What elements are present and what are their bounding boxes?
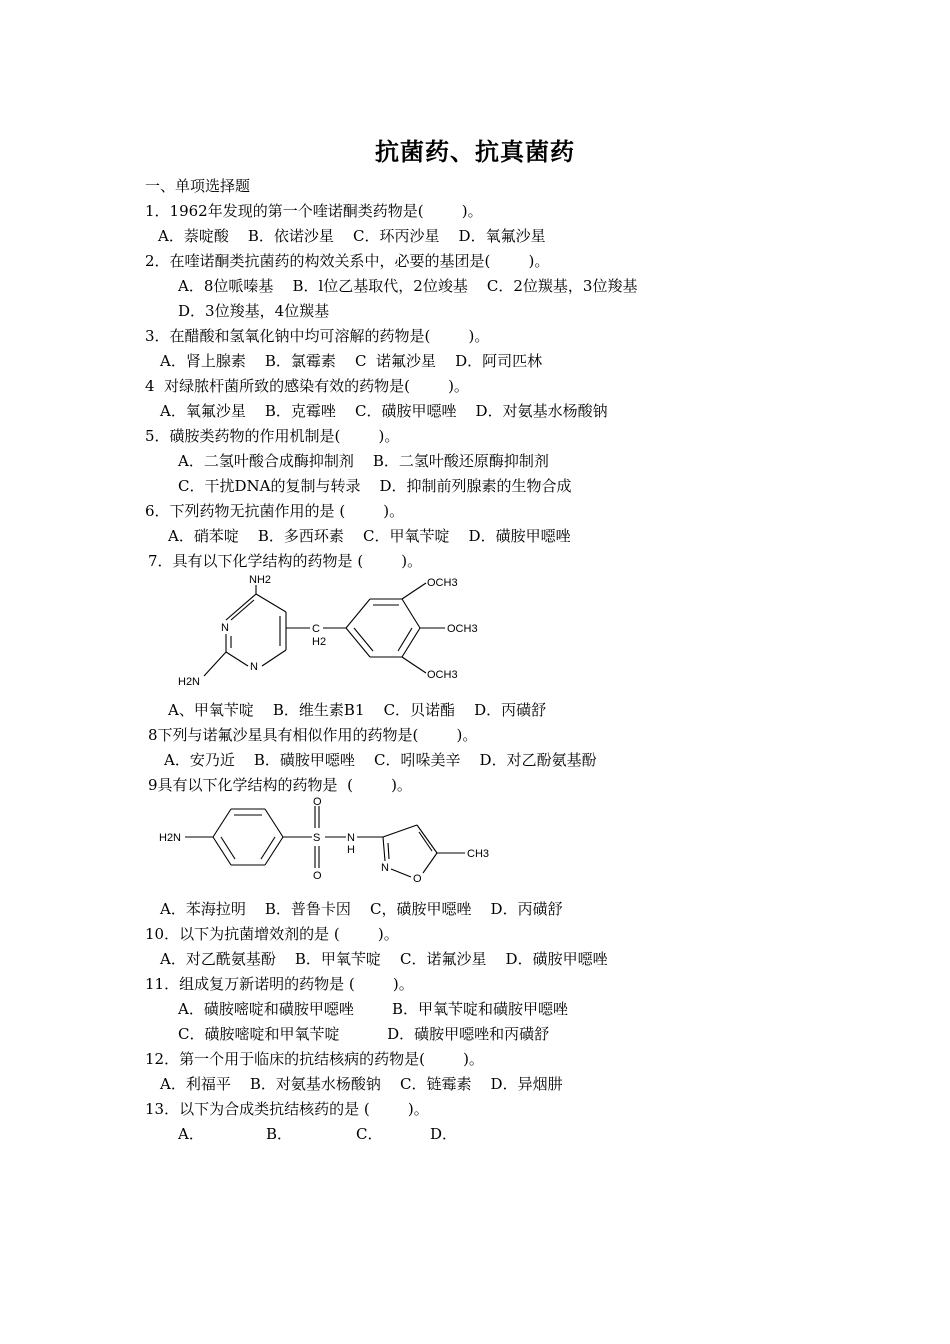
och3-label: OCH3 [447,623,478,635]
och3-label: OCH3 [427,669,458,681]
bond [213,809,231,837]
question-3-options: A．肾上腺素 B．氯霉素 C 诺氟沙星 D．阿司匹林 [160,352,543,370]
question-11-options-2: C．磺胺嘧啶和甲氧苄啶 D．磺胺甲噁唑和丙磺舒 [178,1025,550,1043]
question-13-option-d: D． [430,1125,458,1143]
question-5-options-2: C．干扰DNA的复制与转录 D．抑制前列腺素的生物合成 [178,477,572,495]
question-7-structure [160,568,500,696]
bond [346,599,370,628]
bond [354,628,373,651]
question-3-stem: 3．在醋酸和氢氧化钠中均可溶解的药物是( )。 [145,327,490,345]
question-5-options-1: A．二氢叶酸合成酶抑制剂 B．二氢叶酸还原酶抑制剂 [178,452,549,470]
question-13-option-c: C． [356,1125,383,1143]
bond [383,837,385,861]
question-9-stem: 9具有以下化学结构的药物是 ( )。 [148,776,412,794]
bond [402,599,420,628]
oxygen-label: O [313,796,322,808]
question-12-options: A．利福平 B．对氨基水杨酸钠 C．链霉素 D．异烟肼 [160,1075,563,1093]
h2n-label: H2N [159,832,182,844]
ch2-c-label: C [312,623,320,635]
question-4-options: A．氧氟沙星 B．克霉唑 C．磺胺甲噁唑 D．对氨基水杨酸钠 [160,402,608,420]
question-1-stem: 1．1962年发现的第一个喹诺酮类药物是( )。 [145,202,483,220]
ring-n-label: N [250,661,258,673]
ch3-label: CH3 [467,848,490,860]
sulfur-label: S [313,832,321,844]
nh-n-label: N [347,832,355,844]
question-11-options-1: A．磺胺嘧啶和磺胺甲噁唑 B．甲氧苄啶和磺胺甲噁唑 [178,1000,569,1018]
bond [256,594,286,612]
bond [419,832,432,851]
ch2-h-label: H2 [312,636,327,648]
bond [265,837,283,865]
bond [213,837,231,865]
bond [226,594,256,620]
question-10-stem: 10．以下为抗菌增效剂的是 ( )。 [145,925,399,943]
bond [402,628,420,657]
question-4-stem: 4 对绿脓杆菌所致的感染有效的药物是( )。 [145,377,469,395]
question-8-options: A．安乃近 B．磺胺甲噁唑 C．吲哚美辛 D．对乙酚氨基酚 [164,751,597,769]
question-13-option-b: B． [266,1125,293,1143]
question-1-options: A．萘啶酸 B．依诺沙星 C．环丙沙星 D．氧氟沙星 [158,227,546,245]
question-11-stem: 11．组成复万新诺明的药物是 ( )。 [145,975,414,993]
question-9-options: A．苯海拉明 B．普鲁卡因 C，磺胺甲噁唑 D．丙磺舒 [160,900,563,918]
och3-label: OCH3 [427,577,458,589]
nh-h-label: H [347,844,355,856]
bond [262,650,286,666]
ring-n-label: N [381,862,389,874]
ring-n-label: N [221,622,229,634]
bond [388,843,389,859]
question-13-option-a: A． [178,1125,204,1143]
bond [398,628,412,651]
bond [261,837,275,859]
question-13-stem: 13．以下为合成类抗结核药的是 ( )。 [145,1100,429,1118]
bond [402,583,426,599]
oxygen-label: O [313,870,322,882]
bond [402,657,426,673]
question-6-options: A．硝苯啶 B．多西环素 C．甲氧苄啶 D．磺胺甲噁唑 [168,527,571,545]
question-2-options-2: D．3位羧基，4位羰基 [178,302,330,320]
nh2-top-label: NH2 [249,574,272,586]
bond [231,600,254,620]
bond [423,853,437,873]
question-9-structure [155,795,500,895]
bond [391,869,411,877]
question-7-stem: 7．具有以下化学结构的药物是 ( )。 [148,552,423,570]
bond [204,652,226,676]
h2n-bottom-label: H2N [178,676,201,688]
ring-o-label: O [413,873,422,885]
question-8-stem: 8下列与诺氟沙星具有相似作用的药物是( )。 [148,726,478,744]
bond [383,825,417,837]
bond [221,837,235,859]
question-5-stem: 5．磺胺类药物的作用机制是( )。 [145,427,400,445]
bond [226,652,248,666]
question-10-options: A．对乙酰氨基酚 B．甲氧苄啶 C．诺氟沙星 D．磺胺甲噁唑 [160,950,608,968]
question-6-stem: 6．下列药物无抗菌作用的是 ( )。 [145,502,405,520]
bond [265,809,283,837]
bond [417,825,437,853]
question-12-stem: 12．第一个用于临床的抗结核病的药物是( )。 [145,1050,484,1068]
document-title: 抗菌药、抗真菌药 [375,137,575,166]
question-7-options: A、甲氧苄啶 B．维生素B1 C．贝诺酯 D．丙磺舒 [168,701,547,719]
section-heading: 一、单项选择题 [145,177,251,195]
question-2-stem: 2．在喹诺酮类抗菌药的构效关系中，必要的基团是( )。 [145,252,550,270]
question-2-options-1: A．8位哌嗪基 B．l位乙基取代，2位竣基 C．2位羰基，3位羧基 [178,277,638,295]
